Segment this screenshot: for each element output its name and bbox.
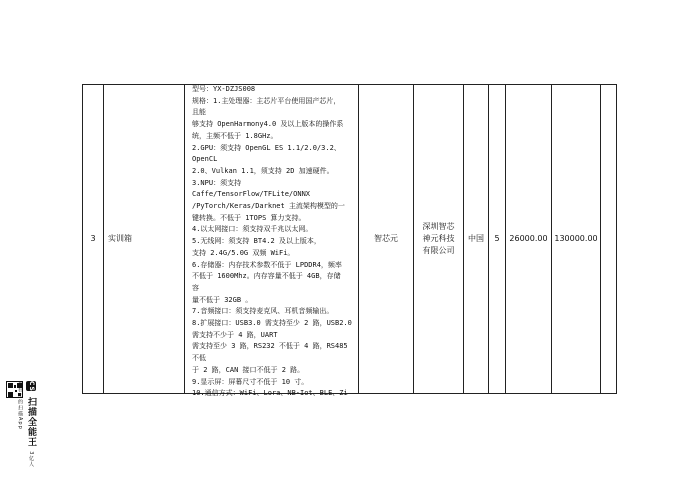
spec-cell [188,84,352,398]
col-border [600,84,601,394]
spec-line: 6.存储器：内存技术参数不低于 LPDDR4，频率 [192,260,342,269]
scanner-brand-name: 扫描全能王 [26,397,36,448]
spec-line: 7.音频接口：须支持麦克风、耳机音频输出。 [192,307,334,316]
spec-line: 不低于 1600Mhz。内存容量不低于 4GB，存储 [192,272,341,281]
spec-line: 容 [192,283,199,292]
manufacturer-line: 有限公司 [422,246,455,255]
spec-line: 需支持不少于 4 路，UART [192,330,278,339]
spec-line: 4.以太网接口：须支持双千兆以太网。 [192,225,313,234]
unit-price-cell: 26000.00 [509,234,548,243]
brand-cell: 智芯元 [374,234,398,243]
spec-line: 够支持 OpenHarmony4.0 及以上版本的操作系 [192,120,344,129]
spec-line: 于 2 路，CAN 接口不低于 2 路。 [192,365,305,374]
manufacturer-line: 深圳智芯 [422,222,455,231]
camscanner-logo-icon: CS [28,381,35,392]
spec-line: 2.0、Vulkan 1.1，须支持 2D 加速硬件。 [192,166,334,175]
total-price-cell: 130000.00 [554,234,598,243]
spec-line: OpenCL [192,155,218,164]
scanner-caption: 3亿人都在用的扫描App [17,381,34,468]
spec-line: /PyTorch/Keras/Darknet 主流架构模型的一 [192,202,345,211]
item-name: 实训箱 [108,234,132,243]
row-index: 3 [90,234,96,243]
scanner-watermark [6,381,38,471]
spec-line: 不低 [192,354,206,363]
scanner-brand [17,381,38,471]
spec-line: 3.NPU：须支持 [192,178,242,187]
spec-line: 且能 [192,108,206,117]
spec-line: 8.扩展接口：USB3.0 需支持至少 2 路，USB2.0 [192,319,352,328]
col-border [616,84,617,394]
quantity-cell: 5 [494,234,500,243]
spec-line: 9.显示屏：屏幕尺寸不低于 10 寸。 [192,377,309,386]
spec-line: 键转换。不低于 1TOPS 算力支持。 [192,213,306,222]
spec-line: 需支持至少 3 路，RS232 不低于 4 路，RS485 [192,342,348,351]
spec-line: 规格：1.主处理器：主芯片平台使用国产芯片， [192,96,341,105]
origin-cell: 中国 [468,234,484,243]
spec-line: 量不低于 32GB 。 [192,295,253,304]
spec-line: 型号：YX-DZJS008 [192,85,256,93]
manufacturer-line: 神元科技 [422,234,455,243]
spec-line: 支持 2.4G/5.0G 双频 WiFi。 [192,248,295,257]
spec-line: Caffe/TensorFlow/TFLite/ONNX [192,190,311,199]
spec-line: 2.GPU：须支持 OpenGL ES 1.1/2.0/3.2、 [192,143,341,152]
procurement-table [82,84,617,398]
col-border [184,84,185,394]
spec-line: 5.无线网：须支持 BT4.2 及以上版本， [192,237,321,246]
spec-line: 10.通信方式：WiFi、Lora、NB-Iot、BLE、Zi [192,389,348,398]
spec-line: 统，主频不低于 1.8GHz。 [192,131,278,140]
manufacturer-cell [414,84,463,394]
